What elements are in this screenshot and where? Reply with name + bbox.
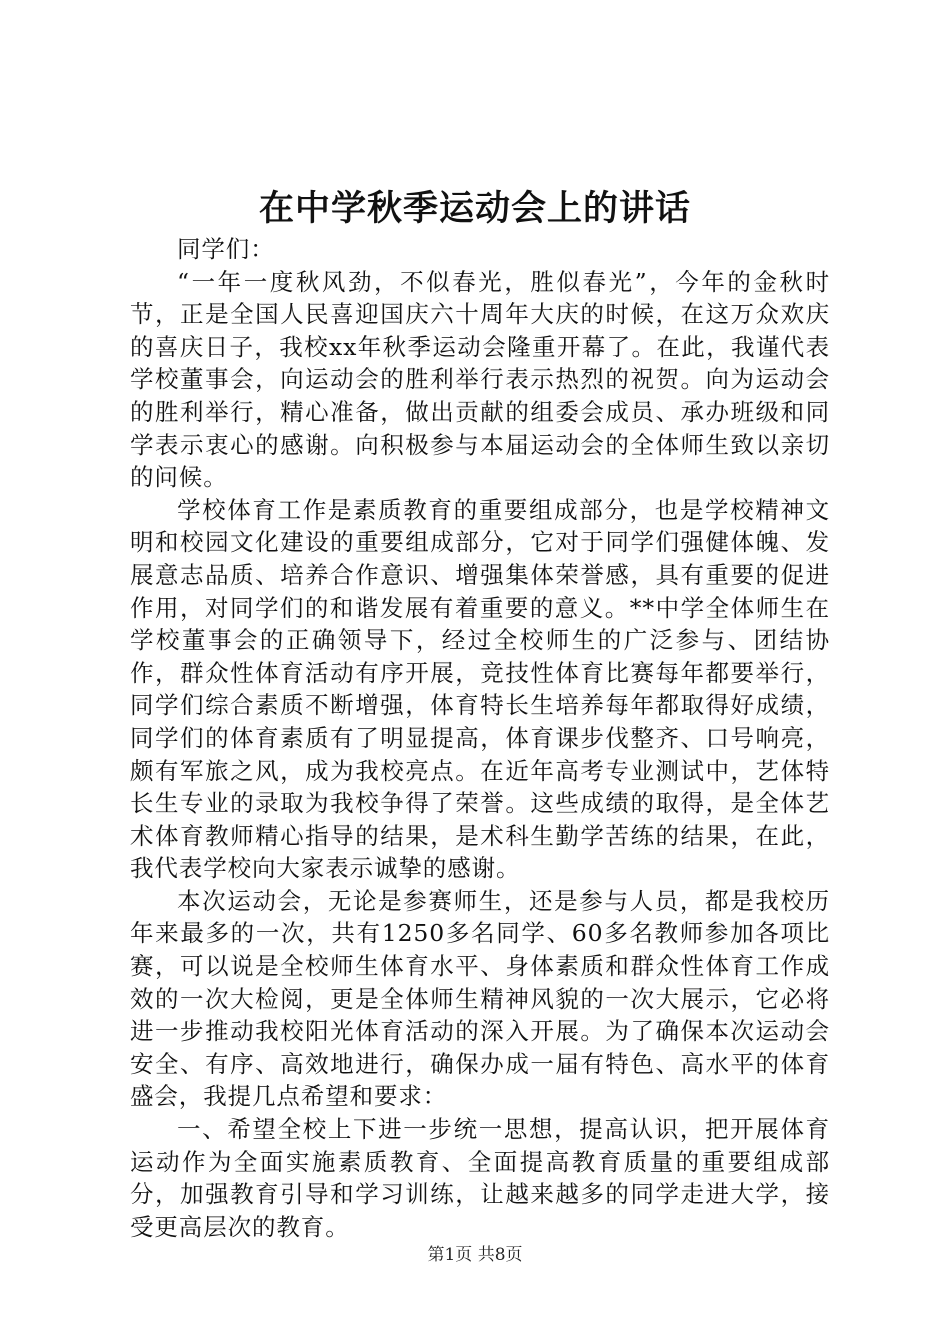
sports-work-paragraph: 学校体育工作是素质教育的重要组成部分，也是学校精神文明和校园文化建设的重要组成部分，它对于同学们强健体魄、发展意志品质、培养合作意识、增强集体荣誉感，具有重要的促进作用，对同学们的和谐发展有着重要的意义。**中学全体师生在学校董事会的正确领导下，经过全校师生的广泛参与、团结协作，群众性体育活动有序开展，竞技性体育比赛每年都要举行，同学们综合素质不断增强，体育特长生培养每年都取得好成绩，同学们的体育素质有了明显提高，体育课步伐整齐、口号响亮，颇有军旅之风，成为我校亮点。在近年高考专业测试中，艺体特长生专业的录取为我校争得了荣誉。这些成绩的取得，是全体艺术体育教师精心指导的结果，是术科生勤学苦练的结果，在此，我代表学校向大家表示诚挚的感谢。 [130, 495, 830, 883]
document-title: 在中学秋季运动会上的讲话 [258, 188, 691, 229]
requirement-one-paragraph: 一、希望全校上下进一步统一思想，提高认识，把开展体育运动作为全面实施素质教育、全面提高教育质量的重要组成部分，加强教育引导和学习训练，让越来越多的同学走进大学，接受更高层次的教育。 [130, 1115, 830, 1241]
document-body [130, 233, 830, 1243]
opening-paragraph: “一年一度秋风劲，不似春光，胜似春光”，今年的金秋时节，正是全国人民喜迎国庆六十周年大庆的时候，在这万众欢庆的喜庆日子，我校xx年秋季运动会隆重开幕了。在此，我谨代表学校董事会，向运动会的胜利举行表示热烈的祝贺。向为运动会的胜利举行，精心准备，做出贡献的组委会成员、承办班级和同学表示衷心的感谢。向积极参与本届运动会的全体师生致以亲切的问候。 [130, 267, 830, 492]
event-scale-paragraph: 本次运动会，无论是参赛师生，还是参与人员，都是我校历年来最多的一次，共有1250多名同学、60多名教师参加各项比赛，可以说是全校师生体育水平、身体素质和群众性体育工作成效的一次大检阅，更是全体师生精神风貌的一次大展示，它必将进一步推动我校阳光体育活动的深入开展。为了确保本次运动会安全、有序、高效地进行，确保办成一届有特色、高水平的体育盛会，我提几点希望和要求： [130, 886, 830, 1111]
salutation-paragraph: 同学们： [177, 235, 275, 263]
page-number-footer: 第1页 共8页 [427, 1245, 523, 1265]
